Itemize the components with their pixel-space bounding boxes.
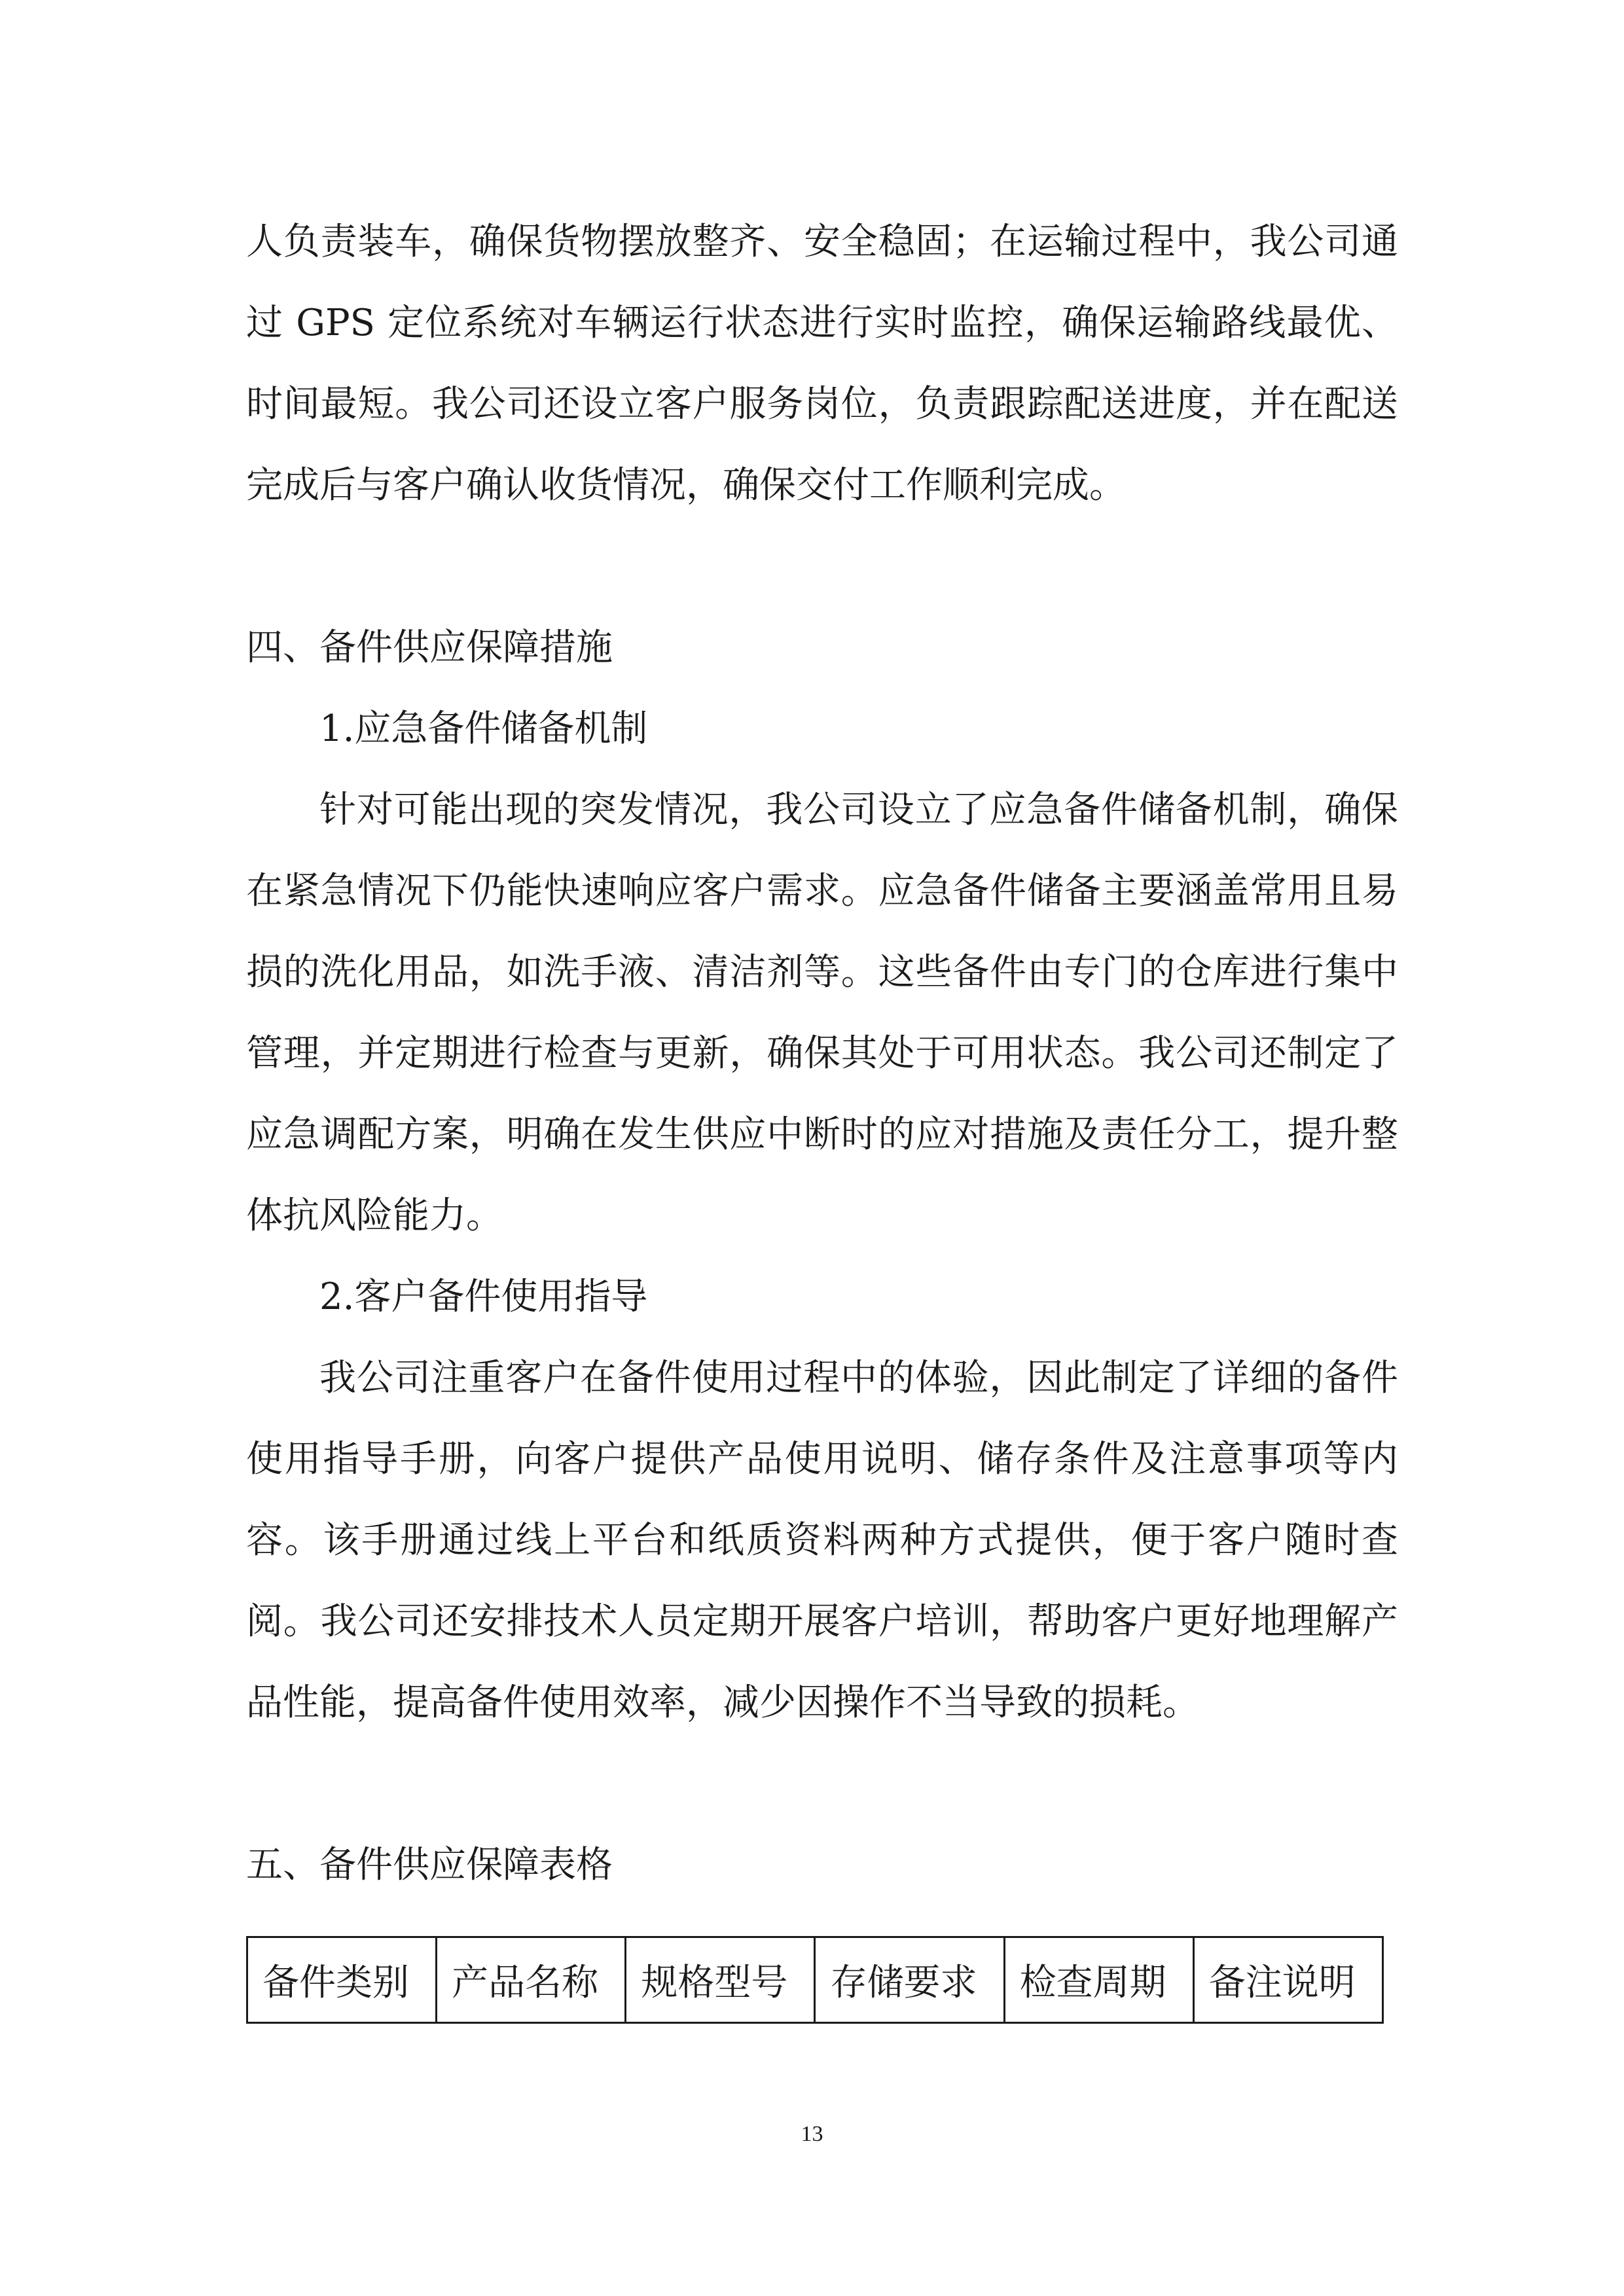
section-heading-4: 四、备件供应保障措施 — [246, 626, 613, 669]
paragraph-emergency-reserve: 针对可能出现的突发情况，我公司设立了应急备件储备机制，确保在紧急情况下仍能快速响应客户需求。应急备件储备主要涵盖常用且易损的洗化用品，如洗手液、清洁剂等。这些备件由专门的仓库进行集中管理，并定期进行检查与更新，确保其处于可用状态。我公司还制定了应急调配方案，明确在发生供应中断时的应对措施及责任分工，提升整体抗风险能力。 — [246, 789, 1398, 1237]
table-header-row — [247, 1937, 1383, 2023]
table-header-cell: 规格型号 — [626, 1937, 815, 2023]
table-header-cell: 备件类别 — [247, 1937, 437, 2023]
paragraph-delivery: 人负责装车，确保货物摆放整齐、安全稳固；在运输过程中，我公司通过 GPS 定位系统对车辆运行状态进行实时监控，确保运输路线最优、时间最短。我公司还设立客户服务岗位，负责跟踪配送进度，并在配送完成后与客户确认收货情况，确保交付工作顺利完成。 — [246, 221, 1398, 507]
table-header-cell: 产品名称 — [437, 1937, 626, 2023]
spare-parts-table — [246, 1936, 1384, 2024]
section-heading-5: 五、备件供应保障表格 — [246, 1844, 613, 1886]
page-number: 13 — [801, 2122, 823, 2146]
table-header-cell: 备注说明 — [1193, 1937, 1382, 2023]
subsection-title-1: 1.应急备件储备机制 — [319, 708, 648, 750]
table-header-cell: 存储要求 — [815, 1937, 1004, 2023]
paragraph-usage-guidance: 我公司注重客户在备件使用过程中的体验，因此制定了详细的备件使用指导手册，向客户提供产品使用说明、储存条件及注意事项等内容。该手册通过线上平台和纸质资料两种方式提供，便于客户随时查阅。我公司还安排技术人员定期开展客户培训，帮助客户更好地理解产品性能，提高备件使用效率，减少因操作不当导致的损耗。 — [246, 1357, 1398, 1724]
table-header-cell: 检查周期 — [1004, 1937, 1193, 2023]
subsection-title-2: 2.客户备件使用指导 — [319, 1276, 648, 1318]
